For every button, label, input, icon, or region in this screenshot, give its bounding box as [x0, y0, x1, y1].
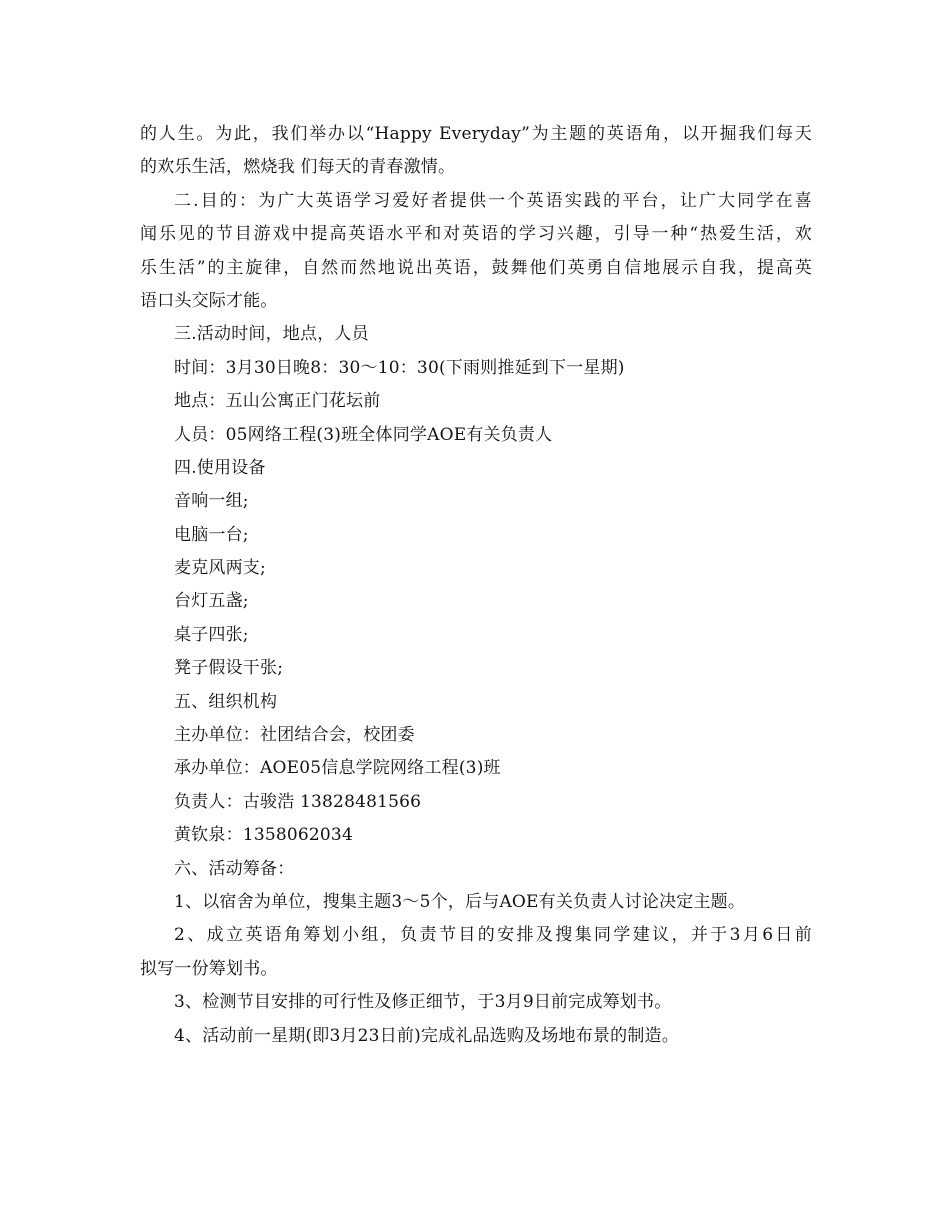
equipment-item: 电脑一台;	[174, 524, 249, 545]
time-line: 时间：3月30日晚8：30～10：30(下雨则推延到下一星期)	[174, 357, 625, 378]
text-line: 闻乐见的节目游戏中提高英语水平和对英语的学习兴趣，引导一种“热爱生活，欢	[140, 224, 812, 245]
equipment-item: 台灯五盏;	[174, 591, 249, 612]
contact-line: 黄钦泉：1358062034	[174, 825, 353, 846]
section-heading-time-place: 三.活动时间，地点，人员	[174, 324, 369, 345]
equipment-item: 音响一组;	[174, 491, 249, 512]
equipment-item: 麦克风两支;	[174, 558, 266, 579]
section-heading-equipment: 四.使用设备	[174, 457, 266, 478]
text-line: 拟写一份筹划书。	[140, 958, 278, 979]
section-heading-preparation: 六、活动筹备：	[174, 858, 295, 879]
preparation-item: 4、活动前一星期(即3月23日前)完成礼品选购及场地布景的制造。	[174, 1025, 679, 1046]
equipment-item: 桌子四张;	[174, 624, 249, 645]
text-line: 的人生。为此，我们举办以“Happy Everyday”为主题的英语角，以开掘我们每天	[140, 124, 812, 144]
preparation-item: 1、以宿舍为单位，搜集主题3～5个，后与AOE有关负责人讨论决定主题。	[174, 891, 746, 912]
preparation-item: 3、检测节目安排的可行性及修正细节，于3月9日前完成筹划书。	[174, 992, 672, 1013]
text-line: 语口头交际才能。	[140, 290, 278, 311]
preparation-item: 2、成立英语角筹划小组，负责节目的安排及搜集同学建议，并于3月6日前	[174, 925, 812, 946]
equipment-item: 凳子假设干张;	[174, 658, 284, 679]
personnel-line: 人员：05网络工程(3)班全体同学AOE有关负责人	[174, 424, 553, 445]
place-line: 地点：五山公寓正门花坛前	[174, 391, 381, 412]
organizer-line: 主办单位：社团结合会，校团委	[174, 725, 415, 746]
section-heading-organization: 五、组织机构	[174, 691, 278, 712]
section-heading-purpose: 二.目的：为广大英语学习爱好者提供一个英语实践的平台，让广大同学在喜	[174, 190, 812, 211]
document-body	[140, 118, 812, 1053]
contact-line: 负责人：古骏浩 13828481566	[174, 791, 422, 812]
co-organizer-line: 承办单位：AOE05信息学院网络工程(3)班	[174, 758, 501, 779]
text-line: 乐生活”的主旋律，自然而然地说出英语，鼓舞他们英勇自信地展示自我，提高英	[140, 257, 812, 278]
text-line: 的欢乐生活，燃烧我 们每天的青春激情。	[140, 157, 456, 178]
